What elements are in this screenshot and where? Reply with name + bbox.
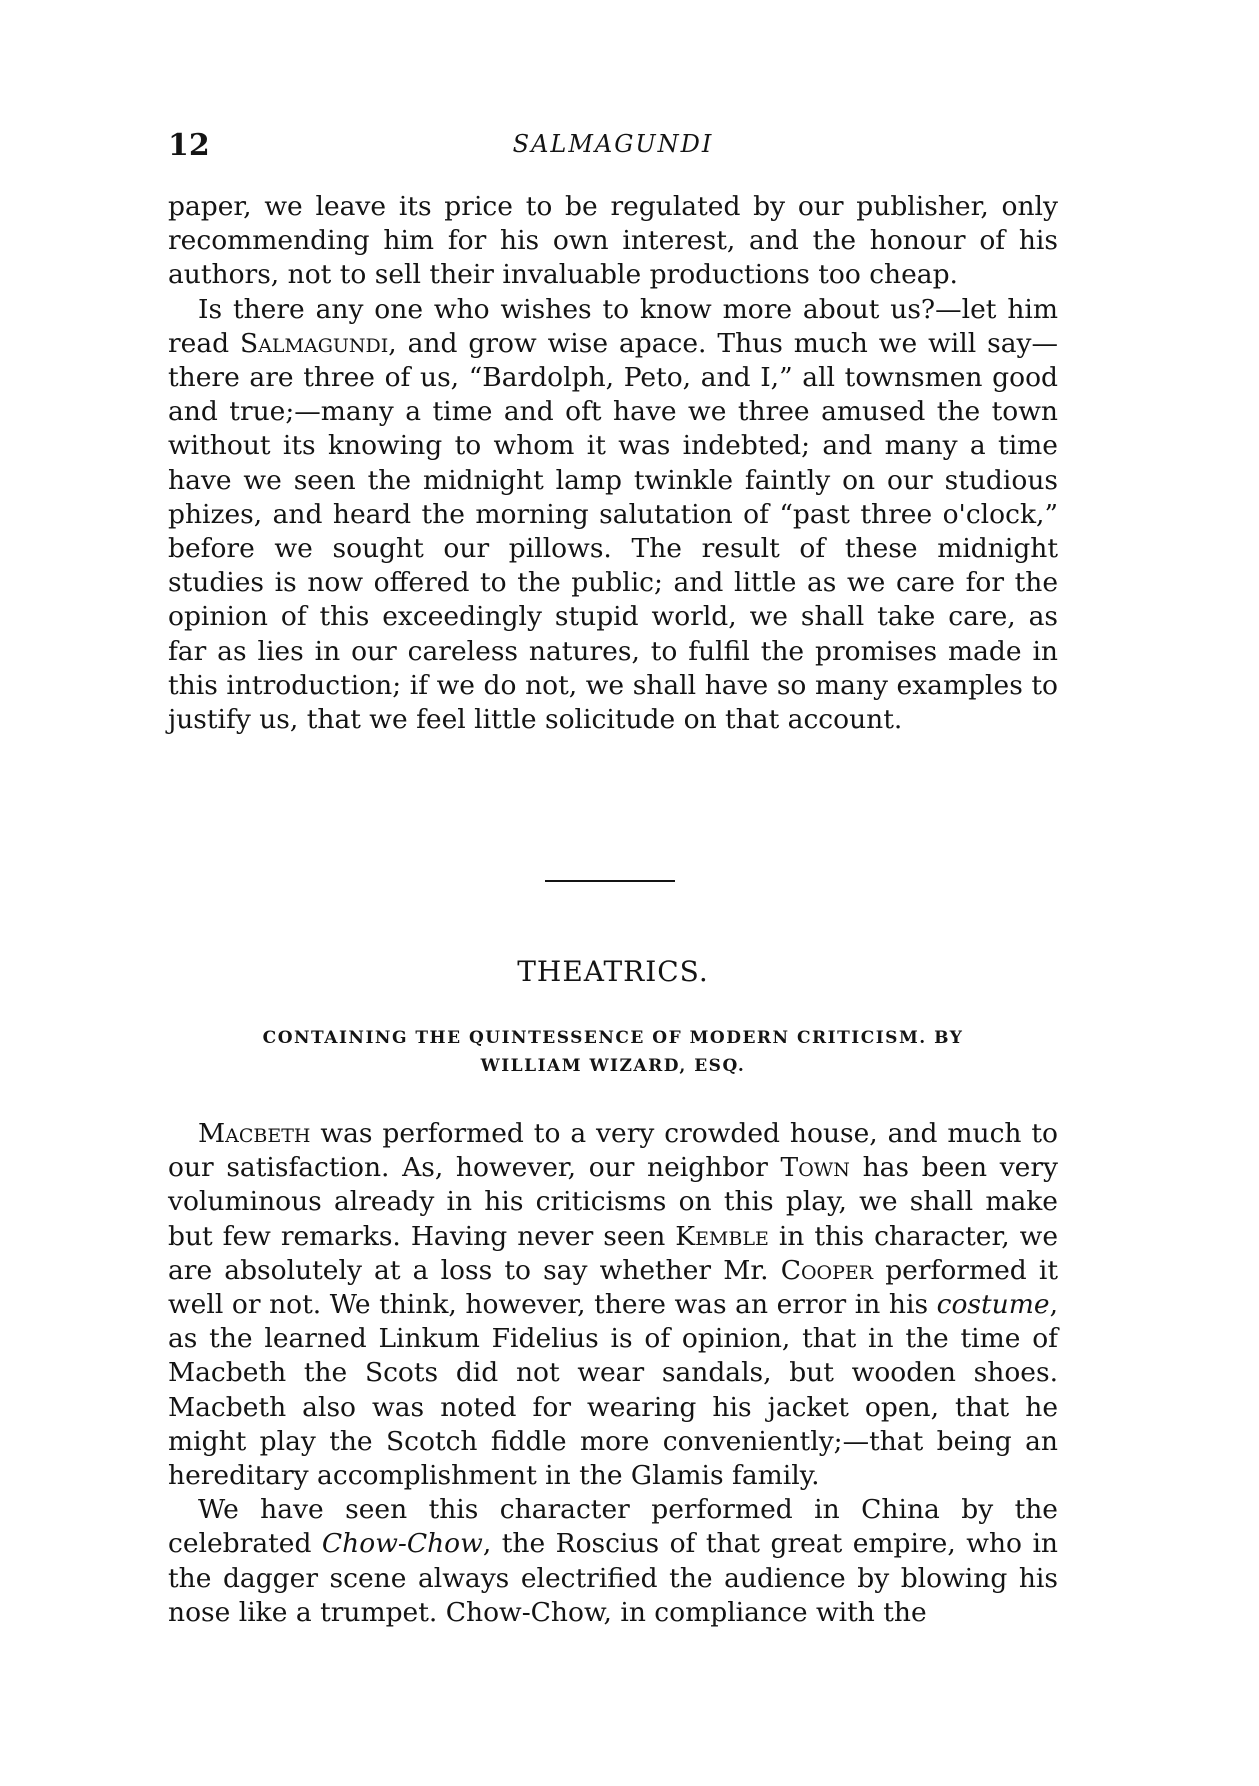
- paragraph: [168, 293, 1058, 738]
- paragraph: paper, we leave its price to be regulated by our publisher, only recommending him for his own interest, and the honour of his authors, not to sell their invaluable productions too cheap.: [168, 191, 1058, 291]
- text-run: , and grow wise apace. Thus much we will say—there are three of us, “Bardolph, Peto, and I,” all townsmen good and true;—many a time and oft have we three amused the town without its knowing to whom it was indebted; and many a time have we seen the midnight lamp twinkle faintly on our studious phizes, and heard the morning salutation of “past three o'clock,” before we sought our pillows. The result of these midnight studies is now offered to the public; and little as we care for the opinion of this exceedingly stupid world, we shall take care, as far as lies in our careless natures, to fulfil the promises made in this introduction; if we do not, we shall have so many examples to justify us, that we feel little solicitude on that account.: [168, 327, 1058, 736]
- macbeth-small-caps: Macbeth: [198, 1118, 311, 1149]
- text-run: has been very voluminous already in his criticisms on this play, we shall make but few remarks. Having never seen: [168, 1152, 1058, 1252]
- kemble-small-caps: Kemble: [675, 1220, 769, 1252]
- text-run: , as the learned Linkum Fidelius is of opinion, that in the time of Macbeth the Scots did not wear sandals, but wooden shoes. Macbeth also was noted for wearing his jacket open, that he might play the Scotch fiddle more conveniently;—that being an hereditary accomplishment in the Glamis family.: [168, 1289, 1058, 1492]
- town-small-caps: Town: [780, 1152, 850, 1184]
- introduction-text: [168, 190, 1058, 737]
- salmagundi-small-caps: Salmagundi: [240, 327, 389, 359]
- text-run: We have seen this character performed in China by the celebrated: [168, 1494, 1058, 1560]
- page-header: [168, 128, 1058, 168]
- text-run: , the Roscius of that great empire, who in the dagger scene always electrified the audience by blowing his nose like a trumpet. Chow-Chow, in compliance with the: [168, 1528, 1058, 1628]
- costume-italic: costume: [936, 1289, 1050, 1321]
- page-number: 12: [168, 128, 210, 163]
- text-run: performed it well or not. We think, however, there was an error in his: [168, 1254, 1058, 1321]
- subtitle-line: WILLIAM WIZARD, ESQ.: [480, 1056, 746, 1076]
- subtitle-line: CONTAINING THE QUINTESSENCE OF MODERN CRITICISM. BY: [262, 1028, 964, 1048]
- paragraph: [168, 1117, 1058, 1493]
- section-title: THEATRICS.: [517, 955, 709, 988]
- text-run: in this character, we are absolutely at a loss to say whether Mr.: [168, 1220, 1058, 1286]
- text-run: Is there any one who wishes to know more about us?—let him read: [168, 293, 1058, 359]
- running-head: SALMAGUNDI: [512, 130, 714, 158]
- section-divider: [545, 880, 675, 882]
- paragraph: [168, 1493, 1058, 1630]
- text-run: was performed to a very crowded house, and much to our satisfaction. As, however, our neighbor: [168, 1118, 1058, 1184]
- section-subtitle: [168, 1024, 1058, 1080]
- theatrics-text: [168, 1117, 1058, 1630]
- cooper-small-caps: Cooper: [780, 1254, 874, 1286]
- chow-chow-italic: Chow-Chow: [321, 1528, 483, 1560]
